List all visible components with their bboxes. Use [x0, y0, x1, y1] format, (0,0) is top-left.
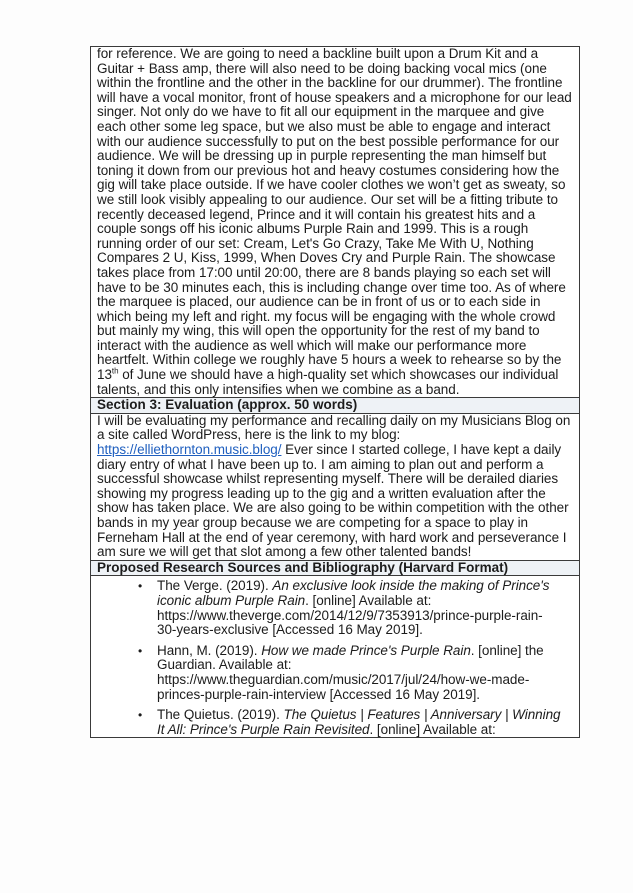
bibliography-cell [91, 579, 579, 737]
reference-item [97, 579, 575, 637]
reference-details: . [online] the Guardian. Available at: https://www.theguardian.com/music/2017/jul/24/how-we-made-princes-purple-rain-interview [Accessed 16 May 2019]. [157, 642, 544, 702]
bullet-icon: • [138, 579, 143, 594]
reference-item [97, 644, 575, 702]
reference-list [97, 579, 575, 737]
reference-details: . [online] Available at: https://www.theverge.com/2014/12/9/7353913/prince-purple-rain-30-years-exclusive [Accessed 16 May 2019]. [157, 592, 543, 638]
reference-item [97, 708, 575, 737]
evaluation-text-after-link: Ever since I started college, I have kept a daily diary entry of what I have been up to. I am aiming to plan out and perform a successful showcase whilst representing myself. There will be derailed diaries showing my progress leading up to the gig and a written evaluation after the show has taken place. We are also going to be within competition with the other bands in my year group because we are competing for a space to play in Ferneham Hall at the end of year ceremony, with hard work and perseverance I am sure we will get that slot among a few other talented bands! [97, 442, 569, 560]
reference-details: . [online] Available at: [369, 721, 496, 737]
bullet-icon: • [138, 708, 143, 723]
reference-author-year: The Verge. (2019). [157, 578, 273, 594]
evaluation-paragraph [97, 414, 575, 560]
paragraph-text-part2: of June we should have a high-quality set which showcases our individual talents, and this only intensifies when we combine as a band. [97, 367, 559, 397]
reference-author-year: The Quietus. (2019). [157, 707, 284, 723]
blog-link[interactable]: https://elliethornton.music.blog/ [97, 442, 282, 458]
section3-heading: Section 3: Evaluation (approx. 50 words) [91, 398, 579, 414]
bullet-icon: • [138, 643, 143, 658]
section2-continuation-cell [91, 47, 579, 398]
reference-author-year: Hann, M. (2019). [157, 642, 262, 658]
reference-title: How we made Prince's Purple Rain [261, 642, 471, 658]
performance-plan-paragraph [97, 47, 575, 397]
reference-title: The Quietus | Features | Anniversary | Winning It All: Prince's Purple Rain Revisited [157, 707, 561, 737]
ordinal-suffix: th [111, 366, 119, 376]
evaluation-text-before-link: I will be evaluating my performance and recalling daily on my Musicians Blog on a site called WordPress, here is the link to my blog: [97, 412, 571, 443]
reference-title: An exclusive look inside the making of Prince's iconic album Purple Rain [157, 578, 550, 608]
document-table [90, 46, 580, 738]
paragraph-text-part1: for reference. We are going to need a backline built upon a Drum Kit and a Guitar + Bass amp, there will also need to be doing backing vocal mics (one within the frontline and the other in the backline for our drummer). The frontline will have a vocal monitor, front of house speakers and a microphone for our lead singer. Not only do we have to fit all our equipment in the marquee and give each other some leg space, but we also must be able to engage and interact with our audience successfully to put on the best possible performance for our audience. We will be dressing up in purple representing the man himself but toning it down from our previous hot and heavy costumes considering how the gig will take place outside. If we have cooler clothes we won’t get as sweaty, so we still look visibly appealing to our audience. Our set will be a fitting tribute to recently deceased legend, Prince and it will contain his greatest hits and a couple songs off his iconic albums Purple Rain and 1999. This is a rough running order of our set: Cream, Let's Go Crazy, Take Me With U, Nothing Compares 2 U, Kiss, 1999, When Doves Cry and Purple Rain. The showcase takes place from 17:00 until 20:00, there are 8 bands playing so each set will have to be 30 minutes each, this is including change over time too. As of where the marquee is placed, our audience can be in front of us or to each side in which being my left and right. my focus will be engaging with the whole crowd but mainly my wing, this will open the opportunity for the rest of my band to interact with the audience as well which will make our performance more heartfelt. Within college we roughly have 5 hours a week to rehearse so by the 13 [97, 46, 572, 383]
bibliography-heading: Proposed Research Sources and Bibliography (Harvard Format) [91, 561, 579, 577]
section3-evaluation-cell [91, 414, 579, 561]
